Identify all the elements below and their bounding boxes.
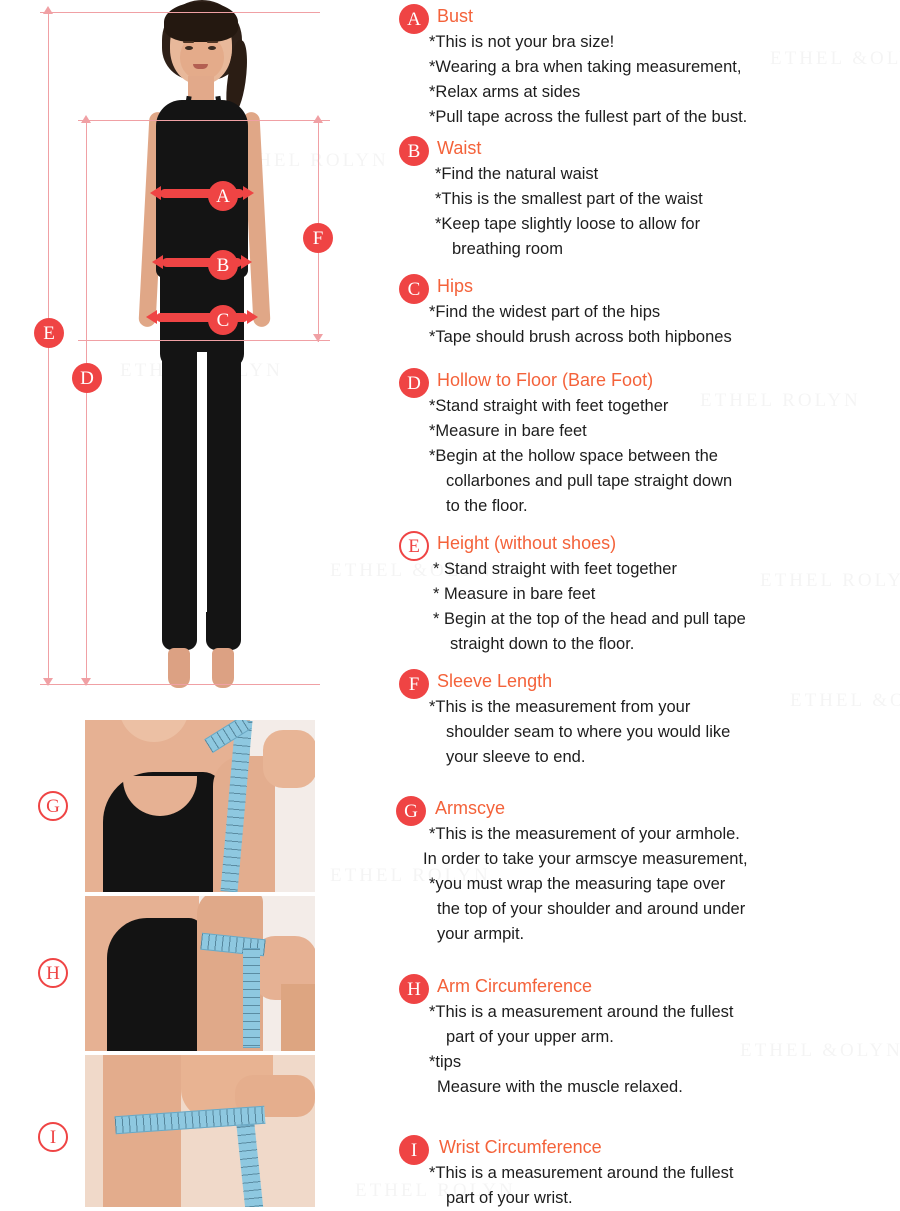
line: * Measure in bare feet — [433, 585, 596, 603]
line: *Find the natural waist — [435, 165, 599, 183]
entry-lines-bust — [429, 30, 900, 130]
line: *Wearing a bra when taking measurement, — [429, 58, 742, 76]
badge-e: E — [399, 531, 429, 561]
entry-lines-wrist-circumference — [429, 1161, 900, 1211]
line: your armpit. — [437, 925, 525, 943]
entry-lines-armscye — [423, 822, 900, 947]
entry-lines-waist — [435, 162, 900, 262]
badge-g-photo: G — [38, 791, 68, 821]
badge-g: G — [396, 796, 426, 826]
body-photo — [88, 0, 316, 690]
line: *This is a measurement around the fullest — [429, 1003, 734, 1021]
line: straight down to the floor. — [450, 635, 635, 653]
arrowhead-up — [81, 115, 91, 123]
eyebrow — [183, 41, 194, 43]
line: *This is a measurement around the fullest — [429, 1164, 734, 1182]
line: Measure with the muscle relaxed. — [437, 1078, 683, 1096]
guide-line-hollow-axis — [86, 120, 87, 684]
badge-d-figure: D — [72, 363, 102, 393]
eyebrow — [207, 41, 218, 43]
line: *Pull tape across the fullest part of the bust. — [429, 108, 748, 126]
line: to the floor. — [446, 497, 528, 515]
left-foot — [168, 648, 190, 688]
entry-title-waist: Waist — [437, 138, 482, 158]
badge-f-figure: F — [303, 223, 333, 253]
line: the top of your shoulder and around under — [437, 900, 746, 918]
instructions-column — [385, 0, 900, 1207]
line: *Stand straight with feet together — [429, 397, 669, 415]
line: *This is the smallest part of the waist — [435, 190, 703, 208]
line: part of your upper arm. — [446, 1028, 614, 1046]
leg-gap — [197, 352, 207, 612]
entry-title-bust: Bust — [437, 6, 474, 26]
line: *Find the widest part of the hips — [429, 303, 661, 321]
measuring-tape-tail — [243, 948, 260, 1048]
guide-line-height-axis — [48, 12, 49, 684]
line: *Begin at the hollow space between the — [429, 447, 718, 465]
arm-circumference-photo — [85, 896, 315, 1051]
line: *tips — [429, 1053, 462, 1071]
eye — [185, 46, 193, 50]
line: *This is the measurement of your armhole. — [429, 825, 740, 843]
full-body-figure — [30, 0, 370, 700]
arrowhead-up — [313, 115, 323, 123]
entry-title-hollow-to-floor: Hollow to Floor (Bare Foot) — [437, 370, 654, 390]
wrist-circumference-photo — [85, 1055, 315, 1207]
guide-line-top — [40, 12, 320, 13]
illustration-column — [0, 0, 385, 1207]
line: In order to take your armscye measurement, — [423, 850, 748, 868]
badge-b-figure: B — [208, 250, 238, 280]
badge-e-figure: E — [34, 318, 64, 348]
entry-lines-height — [433, 557, 900, 657]
entry-title-hips: Hips — [437, 276, 474, 296]
entry-title-armscye: Armscye — [435, 798, 506, 818]
line: *This is not your bra size! — [429, 33, 615, 51]
badge-a-figure: A — [208, 181, 238, 211]
line: *you must wrap the measuring tape over — [429, 875, 726, 893]
badge-c: C — [399, 274, 429, 304]
badge-i: I — [399, 1135, 429, 1165]
hair-top — [164, 2, 238, 42]
badge-h: H — [399, 974, 429, 1004]
forearm — [281, 984, 315, 1051]
line: *This is the measurement from your — [429, 698, 691, 716]
line: shoulder seam to where you would like — [446, 723, 731, 741]
badge-h-photo: H — [38, 958, 68, 988]
entry-lines-arm-circumference — [429, 1000, 900, 1100]
badge-f: F — [399, 669, 429, 699]
entry-title-sleeve-length: Sleeve Length — [437, 671, 553, 691]
entry-lines-sleeve-length — [429, 695, 900, 770]
arrowhead-down — [43, 678, 53, 686]
entry-title-arm-circumference: Arm Circumference — [437, 976, 593, 996]
entry-lines-hips — [429, 300, 900, 350]
entry-title-wrist-circumference: Wrist Circumference — [439, 1137, 602, 1157]
badge-a: A — [399, 4, 429, 34]
line: * Stand straight with feet together — [433, 560, 677, 578]
entry-title-height: Height (without shoes) — [437, 533, 617, 553]
guide-line-hip — [78, 340, 330, 341]
badge-c-figure: C — [208, 305, 238, 335]
hand — [263, 730, 315, 788]
left-leg — [162, 350, 197, 650]
line: part of your wrist. — [446, 1189, 573, 1207]
arrowhead-down — [313, 334, 323, 342]
badge-b: B — [399, 136, 429, 166]
line: your sleeve to end. — [446, 748, 586, 766]
line: breathing room — [452, 240, 563, 258]
line: collarbones and pull tape straight down — [446, 472, 733, 490]
guide-line-hollow — [78, 120, 330, 121]
arrowhead-up — [43, 6, 53, 14]
line: *Measure in bare feet — [429, 422, 587, 440]
entry-lines-hollow-to-floor — [429, 394, 900, 519]
right-leg — [206, 350, 241, 650]
black-top — [107, 918, 203, 1051]
right-foot — [212, 648, 234, 688]
armscye-photo — [85, 720, 315, 892]
line: *Keep tape slightly loose to allow for — [435, 215, 701, 233]
line: * Begin at the top of the head and pull tape — [433, 610, 746, 628]
badge-d: D — [399, 368, 429, 398]
arrowhead-down — [81, 678, 91, 686]
line: *Tape should brush across both hipbones — [429, 328, 732, 346]
badge-i-photo: I — [38, 1122, 68, 1152]
eye — [208, 46, 216, 50]
line: *Relax arms at sides — [429, 83, 581, 101]
